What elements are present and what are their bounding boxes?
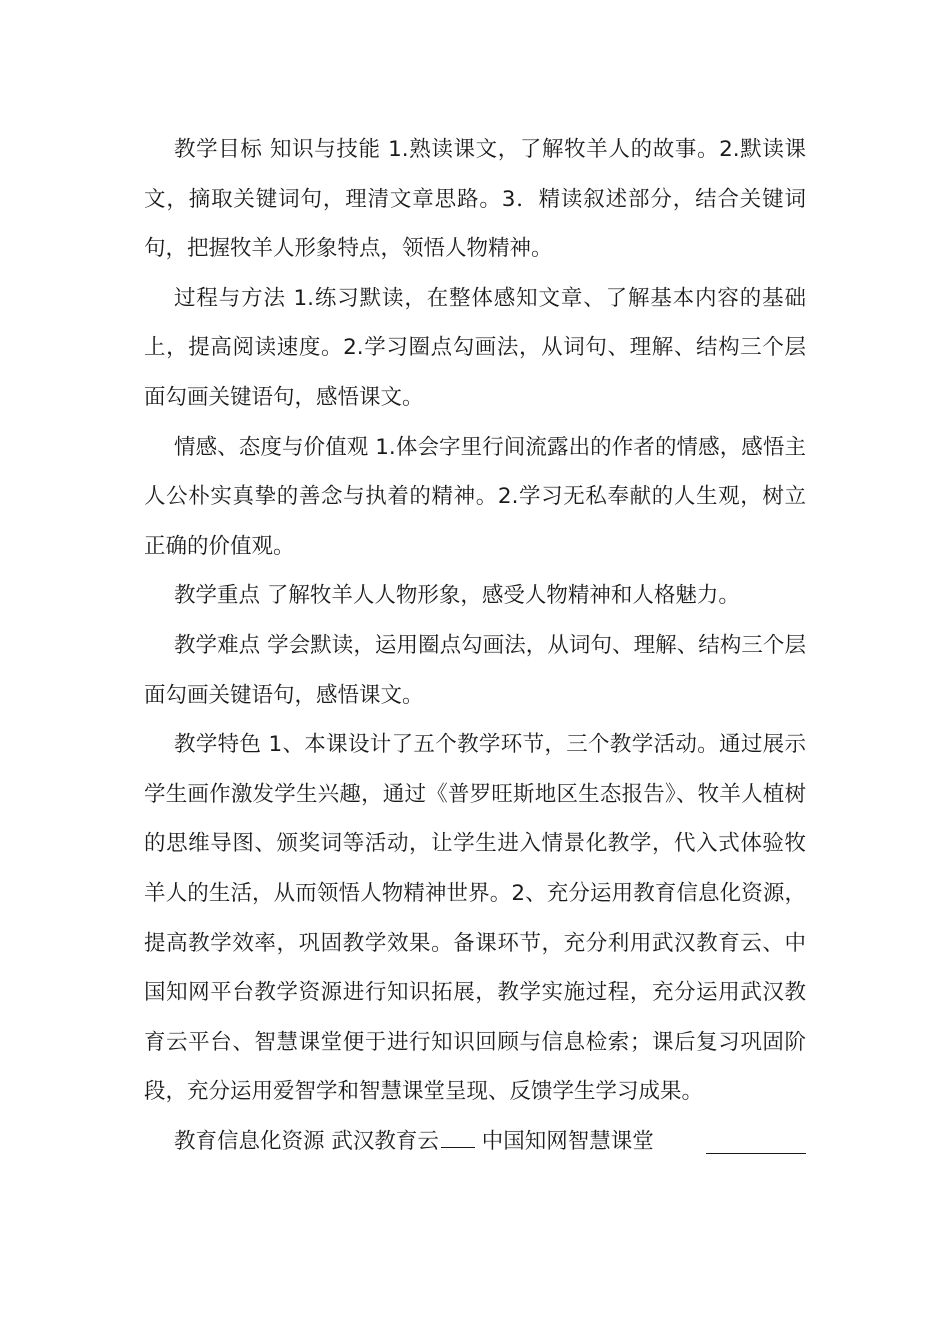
paragraph-emotions-values: 情感、态度与价值观 1.体会字里行间流露出的作者的情感，感悟主人公朴实真挚的善念与执着的精神。2.学习无私奉献的人生观，树立正确的价值观。 <box>144 434 806 559</box>
paragraph-teaching-features: 教学特色 1、本课设计了五个教学环节，三个教学活动。通过展示学生画作激发学生兴趣，通过《普罗旺斯地区生态报告》、牧羊人植树的思维导图、颁奖词等活动，让学生进入情景化教学，代入式体验牧羊人的生活，从而领悟人物精神世界。2、充分运用教育信息化资源，提高教学效率，巩固教学效果。备课环节，充分利用武汉教育云、中国知网平台教学资源进行知识拓展，教学实施过程，充分运用武汉教育云平台、智慧课堂便于进行知识回顾与信息检索；课后复习巩固阶段，充分运用爱智学和智慧课堂呈现、反馈学生学习成果。 <box>144 732 806 1105</box>
resources-line-part1: 教育信息化资源 武汉教育云 <box>174 1128 439 1154</box>
document-body <box>144 125 806 1166</box>
paragraph-teaching-difficulty: 教学难点 学会默读，运用圈点勾画法，从词句、理解、结构三个层面勾画关键语句，感悟课文。 <box>144 632 806 708</box>
paragraph-teaching-focus: 教学重点 了解牧羊人人物形象，感受人物精神和人格魅力。 <box>174 583 740 609</box>
resources-line <box>144 1117 806 1167</box>
paragraph-teaching-objectives: 教学目标 知识与技能 1.熟读课文，了解牧羊人的故事。2.默读课文，摘取关键词句，理清文章思路。3．精读叙述部分，结合关键词句，把握牧羊人形象特点，领悟人物精神。 <box>144 137 806 262</box>
fill-blank-long <box>706 1153 806 1154</box>
resources-line-part2: 中国知网智慧课堂 <box>481 1128 654 1154</box>
fill-blank-short <box>441 1125 475 1148</box>
paragraph-process-methods: 过程与方法 1.练习默读，在整体感知文章、了解基本内容的基础上，提高阅读速度。2.学习圈点勾画法，从词句、理解、结构三个层面勾画关键语句，感悟课文。 <box>144 285 806 410</box>
